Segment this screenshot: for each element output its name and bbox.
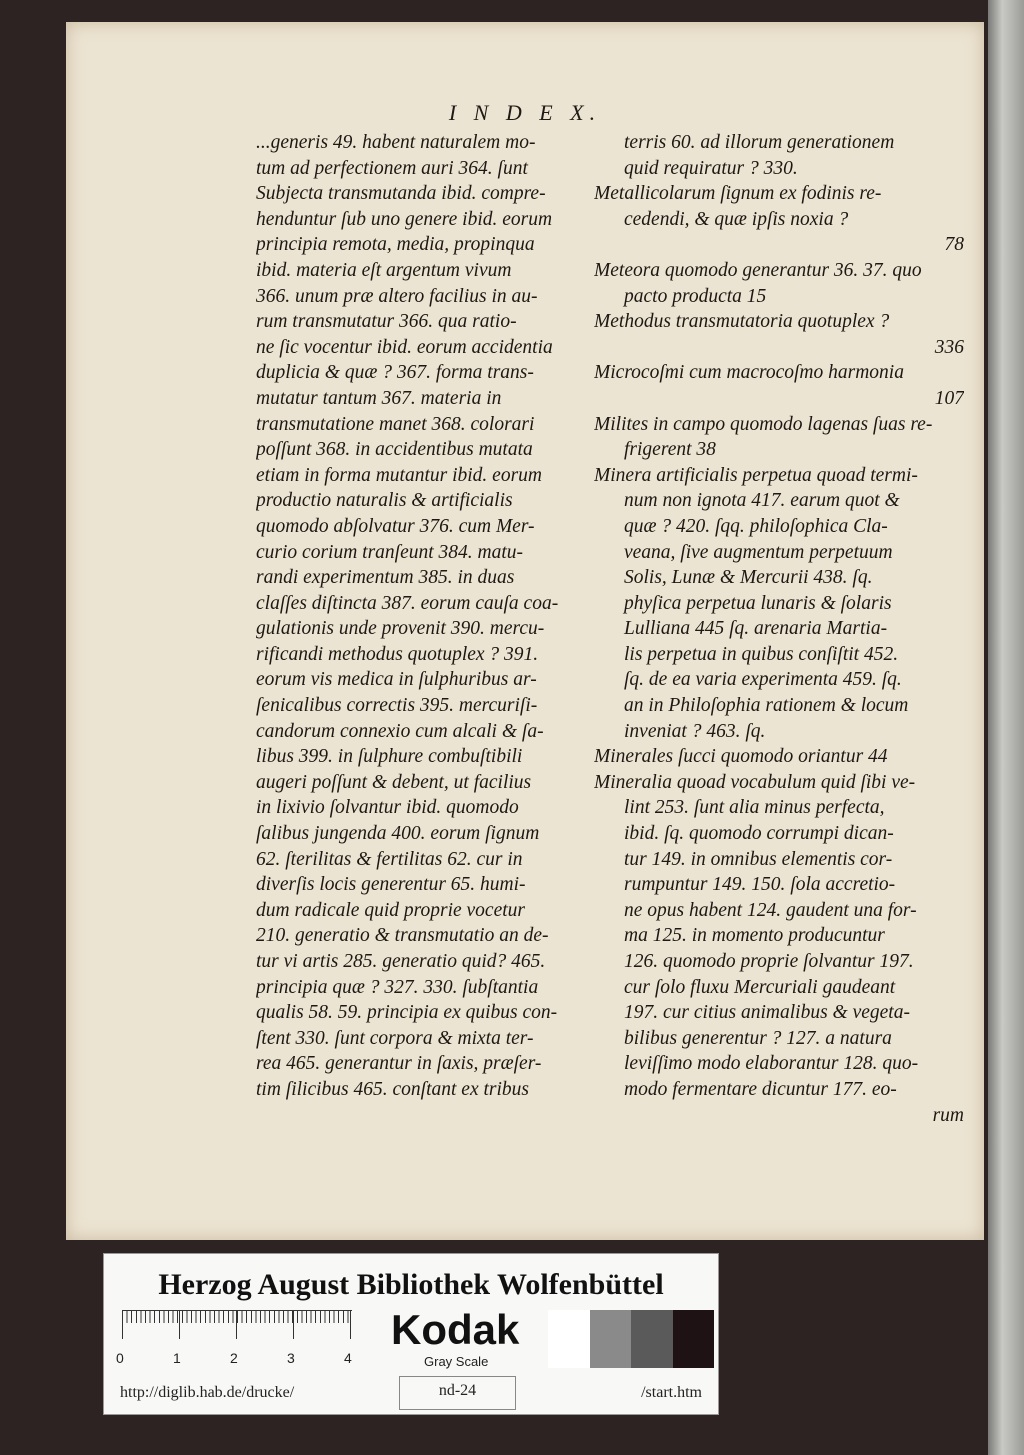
index-line: duplicia & quæ ? 367. forma trans-	[256, 362, 534, 384]
index-line: in lixivio ſolvantur ibid. quomodo	[256, 797, 519, 819]
index-line: dum radicale quid proprie vocetur	[256, 899, 525, 921]
index-line: Metallicolarum ſignum ex fodinis re-	[594, 183, 882, 205]
index-line: Minerales ſucci quomodo oriantur 44	[594, 746, 888, 768]
index-line: claſſes diſtincta 387. eorum cauſa coa-	[256, 592, 559, 614]
library-label-card	[103, 1253, 719, 1415]
ruler-number: 3	[287, 1350, 295, 1366]
index-line: ſalibus jungenda 400. eorum ſignum	[256, 823, 540, 845]
index-line: 210. generatio & transmutatio an de-	[256, 925, 549, 947]
url-suffix: /start.htm	[641, 1384, 702, 1401]
gray-patch	[548, 1310, 590, 1368]
index-line: randi experimentum 385. in duas	[256, 567, 515, 589]
index-line: ibid. ſq. quomodo corrumpi dican-	[624, 823, 894, 845]
index-line: mutatur tantum 367. materia in	[256, 387, 502, 409]
index-line: an in Philoſophia rationem & locum	[624, 695, 909, 717]
ruler-major-tick	[122, 1311, 123, 1339]
index-line: pacto producta 15	[624, 285, 767, 307]
index-line: poſſunt 368. in accidentibus mutata	[256, 439, 533, 461]
index-line: libus 399. in ſulphure combuſtibili	[256, 746, 523, 768]
index-line: 78	[944, 234, 964, 256]
signature-box: nd-24	[399, 1376, 516, 1410]
index-line: lint 253. ſunt alia minus perfecta,	[624, 797, 885, 819]
index-line: 62. ſterilitas & fertilitas 62. cur in	[256, 848, 523, 870]
index-line: tur 149. in omnibus elementis cor-	[624, 848, 893, 870]
index-line: phyſica perpetua lunaris & ſolaris	[624, 592, 892, 614]
scanner-edge	[988, 0, 1024, 1455]
index-line: eorum vis medica in ſulphuribus ar-	[256, 669, 537, 691]
index-line: ma 125. in momento producuntur	[624, 925, 885, 947]
index-line: cur ſolo fluxu Mercuriali gaudeant	[624, 976, 896, 998]
index-line: augeri poſſunt & debent, ut facilius	[256, 771, 532, 793]
ruler-major-tick	[293, 1311, 294, 1339]
index-line: Solis, Lunæ & Mercurii 438. ſq.	[624, 567, 873, 589]
index-line: Milites in campo quomodo lagenas ſuas re-	[594, 413, 933, 435]
index-line: quid requiratur ? 330.	[624, 157, 798, 179]
index-line: ſq. de ea varia experimenta 459. ſq.	[624, 669, 902, 691]
page-title: I N D E X.	[448, 100, 602, 125]
index-line: 336	[934, 336, 964, 358]
gray-scale-label: Gray Scale	[424, 1354, 489, 1369]
gray-patch	[673, 1310, 715, 1368]
index-line: ſtent 330. ſunt corpora & mixta ter-	[256, 1027, 534, 1049]
ruler-number: 2	[230, 1350, 238, 1366]
index-line: quomodo abſolvatur 376. cum Mer-	[256, 515, 535, 537]
index-line: rea 465. generantur in ſaxis, præſer-	[256, 1053, 542, 1075]
index-line: 197. cur citius animalibus & vegeta-	[624, 1002, 910, 1024]
index-line: Microcoſmi cum macrocoſmo harmonia	[594, 362, 904, 384]
index-line: Lulliana 445 ſq. arenaria Martia-	[624, 618, 888, 640]
gray-scale-patches	[548, 1310, 714, 1368]
index-line: Minera artificialis perpetua quoad termi-	[594, 464, 918, 486]
index-line: 366. unum præ altero facilius in au-	[256, 285, 538, 307]
index-line: principia remota, media, propinqua	[256, 234, 535, 256]
index-line: modo fermentare dicuntur 177. eo-	[624, 1078, 897, 1100]
index-line: terris 60. ad illorum generationem	[624, 132, 895, 153]
right-column	[594, 130, 964, 1128]
index-line: ...generis 49. habent naturalem mo-	[256, 132, 536, 153]
index-line: rumpuntur 149. 150. ſola accretio-	[624, 874, 896, 896]
index-line: cedendi, & quæ ipſis noxia ?	[624, 208, 849, 230]
index-line: 126. quomodo proprie ſolvantur 197.	[624, 951, 914, 972]
index-line: frigerent 38	[624, 439, 716, 461]
ruler-major-tick	[179, 1311, 180, 1339]
index-line: ſenicalibus correctis 395. mercuriſi-	[256, 695, 538, 717]
index-line: num non ignota 417. earum quot &	[624, 490, 900, 512]
gray-patch	[631, 1310, 673, 1368]
index-line: diverſis locis generentur 65. humi-	[256, 874, 526, 896]
index-line: tum ad perfectionem auri 364. ſunt	[256, 157, 528, 179]
index-line: tim ſilicibus 465. conſtant ex tribus	[256, 1078, 529, 1100]
left-column	[256, 130, 611, 1103]
ruler-major-tick	[236, 1311, 237, 1339]
index-line: leviſſimo modo elaborantur 128. quo-	[624, 1053, 919, 1075]
index-line: transmutatione manet 368. colorari	[256, 413, 535, 435]
scale-ruler	[122, 1310, 352, 1343]
index-line: Subjecta transmutanda ibid. compre-	[256, 183, 546, 205]
index-line: curio corium tranſeunt 384. matu-	[256, 541, 524, 563]
index-line: Methodus transmutatoria quotuplex ?	[594, 311, 890, 333]
book-page	[66, 22, 984, 1240]
index-line: etiam in forma mutantur ibid. eorum	[256, 464, 542, 486]
index-line: rum	[932, 1104, 964, 1126]
ruler-number: 1	[173, 1350, 181, 1366]
index-line: ne opus habent 124. gaudent una for-	[624, 899, 917, 921]
index-line: 107	[934, 387, 964, 409]
index-line: bilibus generentur ? 127. a natura	[624, 1027, 892, 1049]
index-line: henduntur ſub uno genere ibid. eorum	[256, 208, 553, 230]
index-line: qualis 58. 59. principia ex quibus con-	[256, 1002, 558, 1024]
ruler-major-tick	[350, 1311, 351, 1339]
index-line: ne ſic vocentur ibid. eorum accidentia	[256, 336, 553, 358]
index-line: Meteora quomodo generantur 36. 37. quo	[594, 259, 922, 281]
url-prefix: http://diglib.hab.de/drucke/	[120, 1384, 295, 1401]
index-line: quæ ? 420. ſqq. philoſophica Cla-	[624, 515, 888, 537]
ruler-number: 4	[344, 1350, 352, 1366]
index-line: ibid. materia eſt argentum vivum	[256, 259, 512, 281]
index-line: rificandi methodus quotuplex ? 391.	[256, 643, 539, 665]
index-line: rum transmutatur 366. qua ratio-	[256, 311, 517, 333]
index-line: lis perpetua in quibus conſiſtit 452.	[624, 643, 899, 665]
gray-patch	[590, 1310, 632, 1368]
index-line: tur vi artis 285. generatio quid? 465.	[256, 951, 546, 972]
index-line: Mineralia quoad vocabulum quid ſibi ve-	[594, 771, 916, 793]
ruler-number: 0	[116, 1350, 124, 1366]
library-name: Herzog August Bibliothek Wolfenbüttel	[158, 1268, 664, 1301]
index-line: inveniat ? 463. ſq.	[624, 720, 766, 742]
index-line: principia quæ ? 327. 330. ſubſtantia	[256, 976, 539, 998]
kodak-logo: Kodak	[391, 1306, 520, 1353]
index-line: productio naturalis & artificialis	[256, 490, 513, 512]
index-line: candorum connexio cum alcali & ſa-	[256, 720, 544, 742]
index-line: gulationis unde provenit 390. mercu-	[256, 618, 545, 640]
index-line: veana, ſive augmentum perpetuum	[624, 541, 893, 563]
